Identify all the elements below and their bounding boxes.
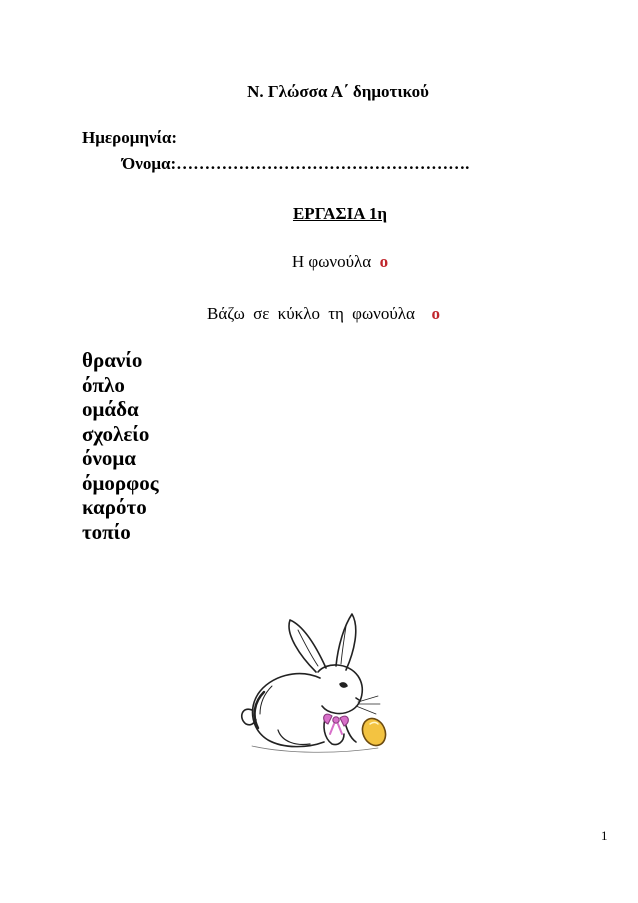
- word-item[interactable]: καρότο: [82, 495, 147, 519]
- word-list: [82, 348, 159, 544]
- page-number: 1: [601, 828, 608, 843]
- instruction-letter: ο: [431, 304, 440, 323]
- word-item[interactable]: τοπίο: [82, 519, 131, 544]
- page-title: Ν. Γλώσσα Α΄ δημοτικού: [247, 82, 429, 101]
- word-item[interactable]: σχολείο: [82, 421, 150, 446]
- subtitle-prefix: Η φωνούλα: [291, 252, 372, 271]
- task-subtitle: [0, 252, 638, 272]
- instruction-prefix: Βάζω σε κύκλο τη φωνούλα: [207, 304, 415, 323]
- name-line: Όνομα:…………………………………………….: [122, 154, 470, 173]
- date-label: Ημερομηνία:: [82, 128, 178, 147]
- word-item[interactable]: ομάδα: [82, 397, 139, 421]
- subtitle-letter: ο: [379, 252, 389, 271]
- word-item[interactable]: όπλο: [82, 372, 125, 397]
- task-title: ΕΡΓΑΣΙΑ 1η: [292, 204, 388, 223]
- rabbit-with-egg-icon: [228, 606, 398, 761]
- task-instruction: [207, 304, 440, 324]
- word-item[interactable]: όνομα: [82, 446, 137, 470]
- word-item[interactable]: θρανίο: [82, 348, 143, 372]
- word-item[interactable]: όμορφος: [82, 470, 159, 495]
